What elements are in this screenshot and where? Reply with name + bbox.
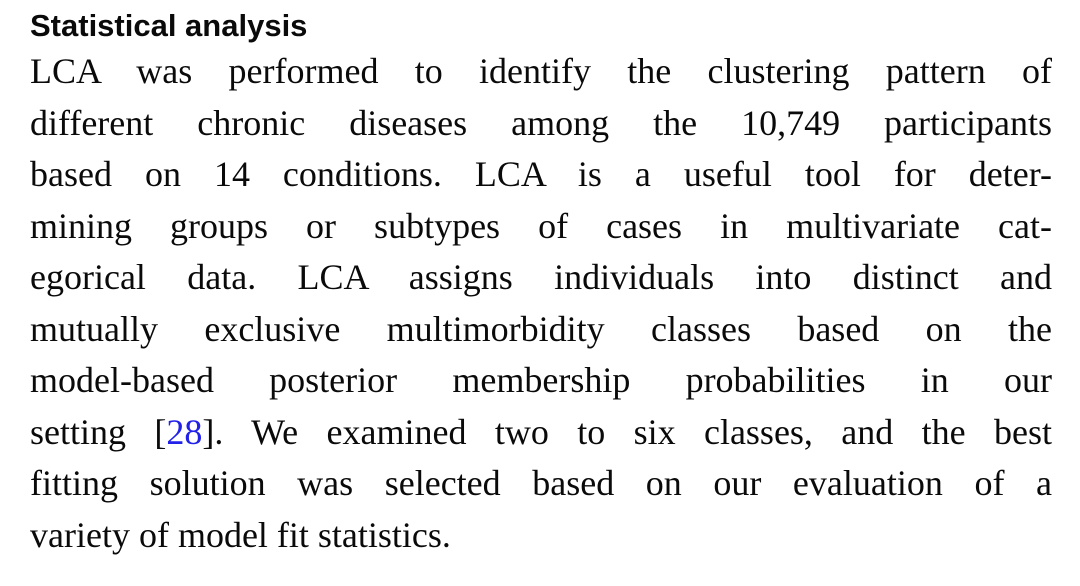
text-segment: ]. We examined two to six classes, and the best [202,411,1053,452]
citation-link[interactable]: 28 [166,411,203,452]
text-line-3: based on 14 conditions. LCA is a useful tool for deter- [30,154,1052,194]
text-line-1: LCA was performed to identify the clustering pattern of [30,51,1052,91]
text-line-7: model-based posterior membership probabilities in our [30,360,1052,400]
text-line-8 [30,407,1052,459]
paragraph [30,46,1052,561]
text-segment: setting [ [30,411,167,452]
text-line-4: mining groups or subtypes of cases in multivariate cat- [30,205,1052,246]
text-line-5: egorical data. LCA assigns individuals into distinct and [30,257,1052,297]
section-heading: Statistical analysis [30,8,308,43]
text-line-9: fitting solution was selected based on our evaluation of a [30,463,1052,503]
text-line-6: mutually exclusive multimorbidity classes based on the [30,308,1052,349]
text-line-10: variety of model fit statistics. [30,514,451,555]
text-line-2: different chronic diseases among the 10,749 participants [30,102,1052,143]
